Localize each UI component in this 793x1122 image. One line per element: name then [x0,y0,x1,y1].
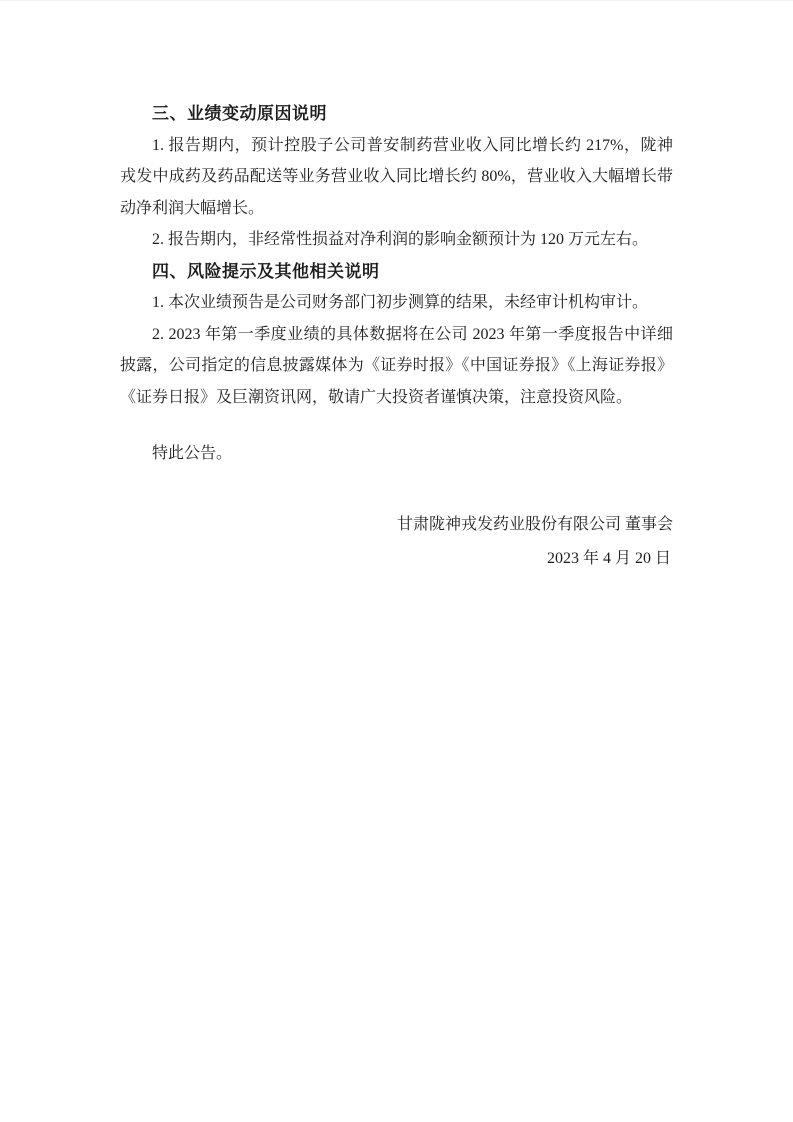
paragraph-non-recurring-gains: 2. 报告期内，非经常性损益对净利润的影响金额预计为 120 万元左右。 [152,231,649,248]
section-reasons [120,98,673,256]
signature-date: 2023 年 4 月 20 日 [546,550,671,567]
section-heading-risk-notes: 四、风险提示及其他相关说明 [152,261,380,281]
paragraph-disclosure-media: 2. 2023 年第一季度业绩的具体数据将在公司 2023 年第一季度报告中详细披露，公司指定的信息披露媒体为《证券时报》《中国证券报》《上海证券报》《证券日报》及巨潮资讯网，敬请广大投资者谨慎决策，注意投资风险。 [120,325,673,406]
document-body [120,98,673,575]
closing-statement: 特此公告。 [152,445,233,462]
paragraph-unaudited-note: 1. 本次业绩预告是公司财务部门初步测算的结果，未经审计机构审计。 [152,294,649,311]
paragraph-revenue-growth: 1. 报告期内，预计控股子公司普安制药营业收入同比增长约 217%，陇神戎发中成药及药品配送等业务营业收入同比增长约 80%，营业收入大幅增长带动净利润大幅增长。 [120,136,673,217]
section-risk-notes [120,256,673,414]
section-heading-reasons: 三、业绩变动原因说明 [152,104,327,123]
company-signature: 甘肃陇神戎发药业股份有限公司 董事会 [396,515,673,533]
